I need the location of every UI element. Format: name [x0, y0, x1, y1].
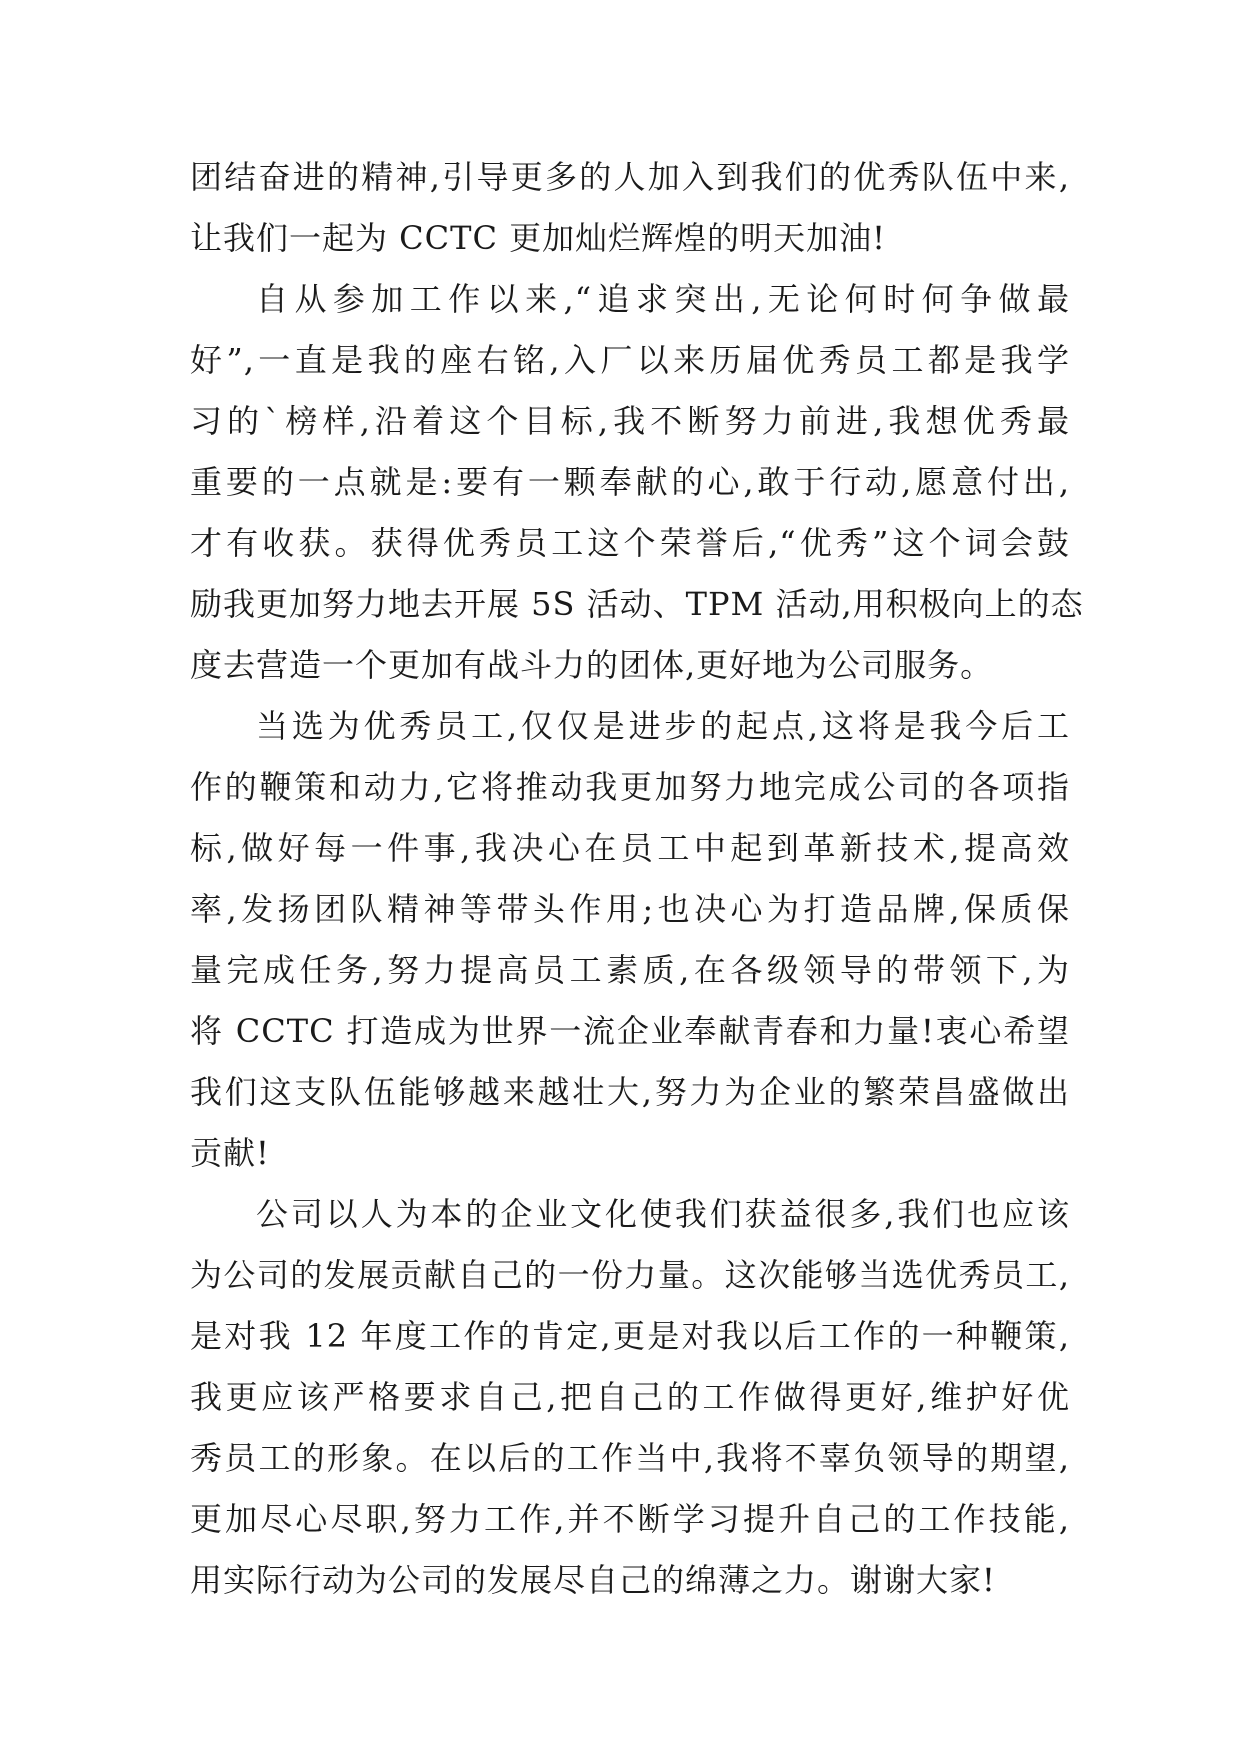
paragraph-line: 重要的一点就是:要有一颗奉献的心,敢于行动,愿意付出, [190, 463, 1070, 501]
paragraph-line: 贡献! [190, 1134, 270, 1172]
paragraph-line: 作的鞭策和动力,它将推动我更加努力地完成公司的各项指 [190, 768, 1070, 806]
paragraph-line: 习的`榜样,沿着这个目标,我不断努力前进,我想优秀最 [190, 402, 1070, 440]
paragraph-line: 好”,一直是我的座右铭,入厂以来历届优秀员工都是我学 [190, 341, 1070, 379]
paragraph-line: 我更应该严格要求自己,把自己的工作做得更好,维护好优 [190, 1378, 1070, 1416]
paragraph-line: 度去营造一个更加有战斗力的团体,更好地为公司服务。 [190, 646, 994, 684]
paragraph-line: 将 CCTC 打造成为世界一流企业奉献青春和力量!衷心希望 [190, 1012, 1070, 1050]
paragraph-line: 用实际行动为公司的发展尽自己的绵薄之力。谢谢大家! [190, 1561, 996, 1599]
paragraph-line: 我们这支队伍能够越来越壮大,努力为企业的繁荣昌盛做出 [190, 1073, 1070, 1111]
paragraph-line: 才有收获。获得优秀员工这个荣誉后,“优秀”这个词会鼓 [190, 524, 1070, 562]
paragraph-line: 标,做好每一件事,我决心在员工中起到革新技术,提高效 [190, 829, 1070, 867]
paragraph-line: 是对我 12 年度工作的肯定,更是对我以后工作的一种鞭策, [190, 1317, 1070, 1355]
paragraph-line: 让我们一起为 CCTC 更加灿烂辉煌的明天加油! [190, 219, 887, 257]
paragraph-line: 团结奋进的精神,引导更多的人加入到我们的优秀队伍中来, [190, 158, 1070, 196]
paragraph-line: 率,发扬团队精神等带头作用;也决心为打造品牌,保质保 [190, 890, 1070, 928]
paragraph-line: 公司以人为本的企业文化使我们获益很多,我们也应该 [256, 1195, 1070, 1233]
paragraph-line: 励我更加努力地去开展 5S 活动、TPM 活动,用积极向上的态 [190, 585, 1084, 623]
paragraph-line: 秀员工的形象。在以后的工作当中,我将不辜负领导的期望, [190, 1439, 1070, 1477]
paragraph-line: 当选为优秀员工,仅仅是进步的起点,这将是我今后工 [256, 707, 1070, 745]
paragraph-line: 更加尽心尽职,努力工作,并不断学习提升自己的工作技能, [190, 1500, 1070, 1538]
paragraph-line: 量完成任务,努力提高员工素质,在各级领导的带领下,为 [190, 951, 1070, 989]
paragraph-line: 为公司的发展贡献自己的一份力量。这次能够当选优秀员工, [190, 1256, 1070, 1294]
paragraph-line: 自从参加工作以来,“追求突出,无论何时何争做最 [256, 280, 1070, 318]
